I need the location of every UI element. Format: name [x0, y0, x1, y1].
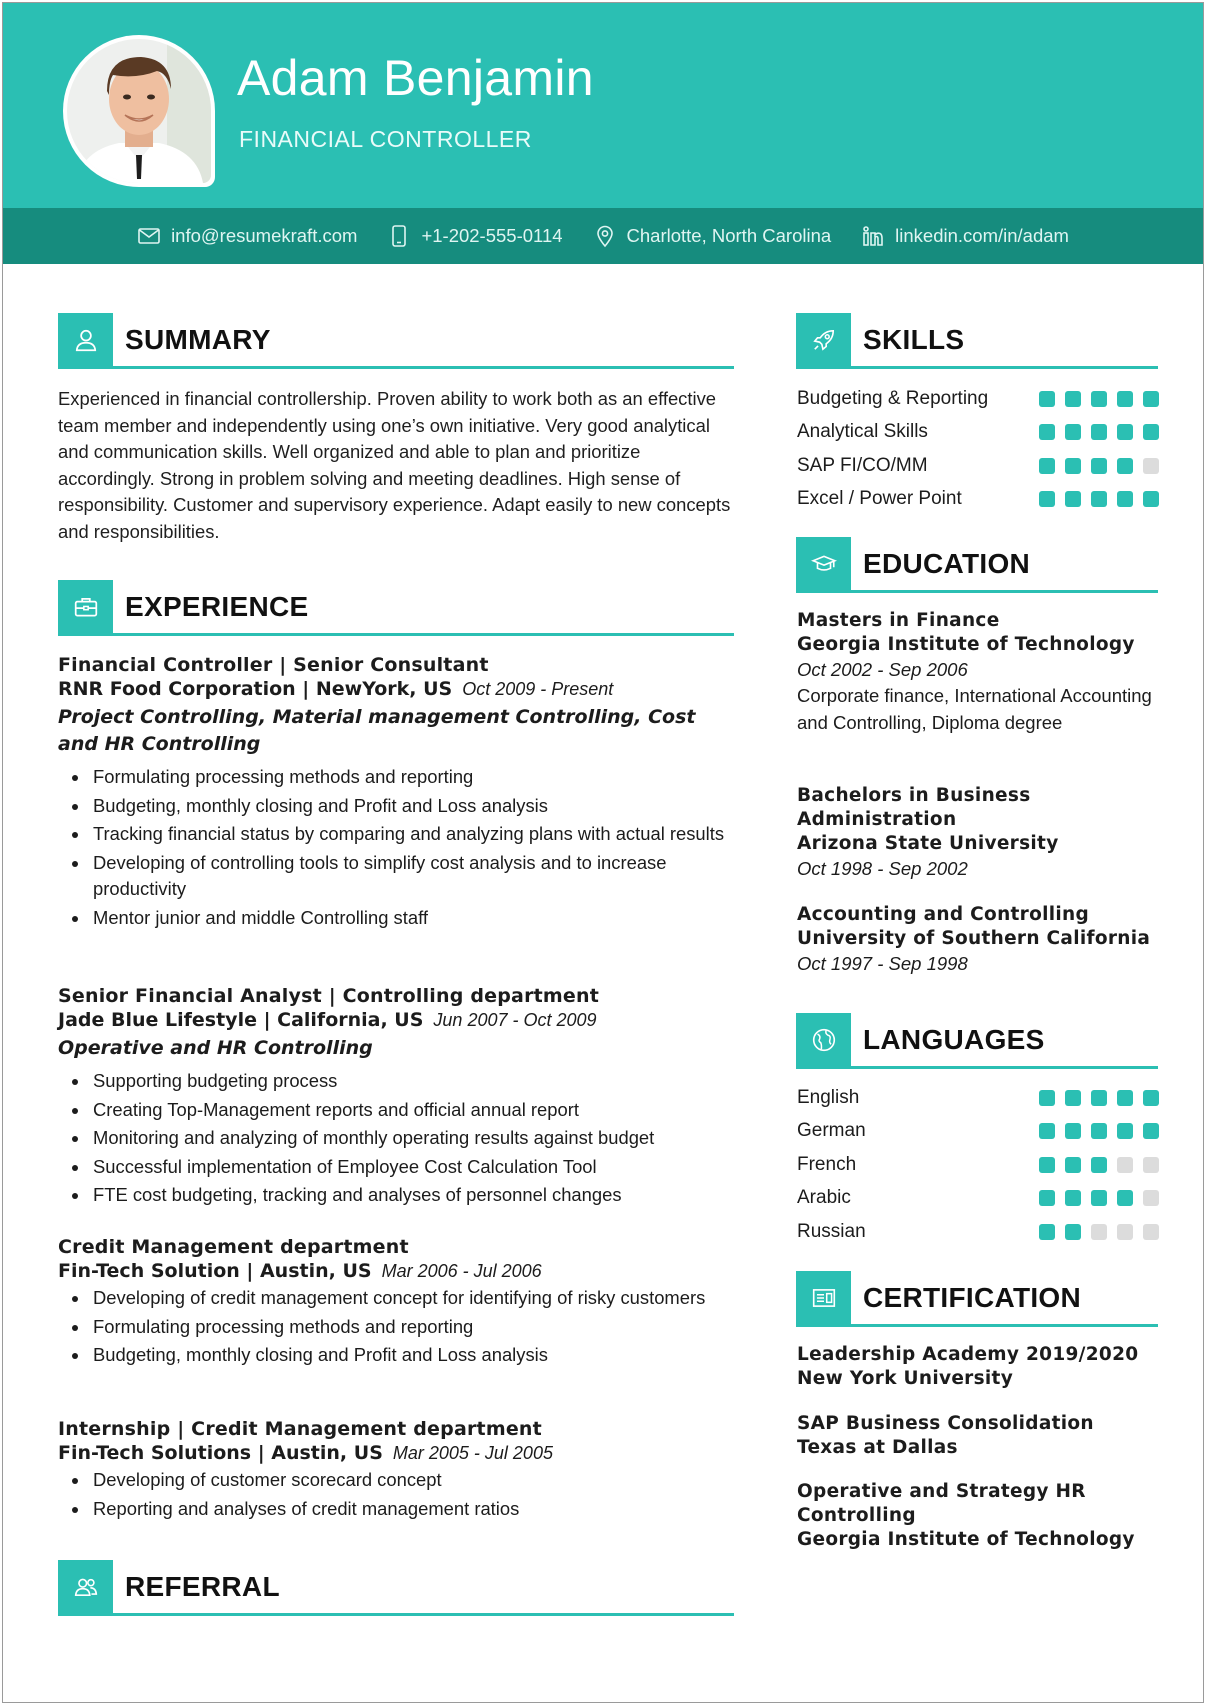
linkedin-icon [861, 224, 885, 248]
candidate-name: Adam Benjamin [237, 50, 594, 106]
skill-row: Budgeting & Reporting [797, 382, 1159, 416]
profile-photo [63, 35, 215, 187]
cert-name: SAP Business Consolidation [797, 1413, 1094, 1434]
job-title: Financial Controller | Senior Consultant [58, 654, 489, 676]
skill-rating [1039, 424, 1159, 440]
avatar [67, 39, 211, 183]
rating-dot [1143, 491, 1159, 507]
rating-dot [1117, 1090, 1133, 1106]
language-rating [1039, 1157, 1159, 1173]
rating-dot [1091, 1224, 1107, 1240]
rating-dot [1117, 1123, 1133, 1139]
cert-org: Texas at Dallas [797, 1437, 958, 1458]
rating-dot [1039, 1224, 1055, 1240]
rating-dot [1143, 1157, 1159, 1173]
rating-dot [1143, 1224, 1159, 1240]
edu-school: University of Southern California [797, 928, 1151, 949]
rating-dot [1117, 491, 1133, 507]
job-bullets [58, 1285, 738, 1369]
summary-text: Experienced in financial controllership. Proven ability to work both as an effective team member and independently using one’s own initiative. Very good analytical and communication skills. Well organized and able to plan and prioritize accordingly. Strong in problem solving and meeting deadlines. High sense of responsibility. Customer and supervisory experience. Adapt easily to new concepts and responsibilities. [58, 388, 731, 542]
rating-dot [1143, 391, 1159, 407]
certification-item-3 [797, 1480, 1159, 1552]
rating-dot [1091, 1190, 1107, 1206]
rating-dot [1039, 1123, 1055, 1139]
rating-dot [1143, 1090, 1159, 1106]
skills-heading [796, 313, 1158, 369]
job-2 [58, 984, 738, 1211]
rating-dot [1065, 1190, 1081, 1206]
rating-dot [1065, 1157, 1081, 1173]
briefcase-icon [73, 594, 99, 620]
job-date: Jun 2007 - Oct 2009 [433, 1010, 597, 1030]
job-date: Mar 2006 - Jul 2006 [381, 1261, 542, 1281]
list-item: Formulating processing methods and reporting [58, 1314, 738, 1341]
job-company: RNR Food Corporation | NewYork, US Oct 2009 - Present [58, 678, 614, 700]
header [3, 3, 1203, 208]
rating-dot [1039, 491, 1055, 507]
email-text: info@resumekraft.com [171, 225, 358, 246]
job-title: Internship | Credit Management department [58, 1418, 542, 1440]
rating-dot [1091, 1157, 1107, 1173]
job-4 [58, 1417, 738, 1524]
list-item: Monitoring and analyzing of monthly operating results against budget [58, 1125, 738, 1152]
list-item: Supporting budgeting process [58, 1068, 738, 1095]
language-row: English [797, 1081, 1159, 1115]
certification-title: CERTIFICATION [863, 1281, 1082, 1313]
contact-phone[interactable] [387, 224, 562, 248]
users-icon [73, 1574, 99, 1600]
summary-icon-box [58, 313, 113, 366]
skill-row: Excel / Power Point [797, 483, 1159, 517]
rating-dot [1039, 391, 1055, 407]
job-company: Fin-Tech Solution | Austin, US Mar 2006 - Jul 2006 [58, 1260, 542, 1282]
rating-dot [1065, 458, 1081, 474]
referral-icon-box [58, 1560, 113, 1613]
job-1 [58, 653, 738, 933]
certification-heading [796, 1271, 1158, 1327]
referral-title: REFERRAL [125, 1570, 280, 1602]
education-icon-box [796, 537, 851, 590]
job-title: Credit Management department [58, 1236, 409, 1258]
cert-name: Operative and Strategy HR Controlling [797, 1481, 1086, 1526]
rating-dot [1065, 491, 1081, 507]
rating-dot [1039, 1090, 1055, 1106]
mail-icon [137, 224, 161, 248]
experience-title: EXPERIENCE [125, 590, 309, 622]
edu-date: Oct 2002 - Sep 2006 [797, 659, 968, 680]
job-bullets [58, 1068, 738, 1209]
skills-icon-box [796, 313, 851, 366]
phone-text: +1-202-555-0114 [421, 225, 563, 246]
job-company: Jade Blue Lifestyle | California, US Jun 2007 - Oct 2009 [58, 1009, 597, 1031]
globe-icon [811, 1027, 837, 1053]
summary-title: SUMMARY [125, 323, 271, 355]
list-item: Reporting and analyses of credit management ratios [58, 1496, 738, 1523]
cert-org: Georgia Institute of Technology [797, 1529, 1135, 1550]
certification-item-2 [797, 1412, 1159, 1460]
rocket-icon [811, 327, 837, 353]
contact-bar [3, 208, 1203, 264]
resume-page [2, 2, 1204, 1703]
job-bullets [58, 1467, 738, 1522]
languages-list [797, 1081, 1159, 1249]
certificate-icon [811, 1285, 837, 1311]
languages-icon-box [796, 1013, 851, 1066]
edu-degree: Bachelors in Business Administration [797, 785, 1031, 830]
edu-desc: Corporate finance, International Accounting and Controlling, Diploma degree [797, 685, 1152, 733]
job-focus: Operative and HR Controlling [58, 1037, 373, 1059]
rating-dot [1143, 458, 1159, 474]
rating-dot [1091, 491, 1107, 507]
skills-list [797, 382, 1159, 516]
education-heading [796, 537, 1158, 593]
list-item: Developing of controlling tools to simplify cost analysis and to increase productivity [58, 850, 738, 903]
language-row: Russian [797, 1215, 1159, 1249]
rating-dot [1091, 1123, 1107, 1139]
job-date: Oct 2009 - Present [462, 679, 614, 699]
edu-school: Arizona State University [797, 833, 1059, 854]
education-title: EDUCATION [863, 547, 1031, 579]
skill-row: SAP FI/CO/MM [797, 449, 1159, 483]
skill-rating [1039, 458, 1159, 474]
language-row: German [797, 1115, 1159, 1149]
rating-dot [1117, 1157, 1133, 1173]
language-rating [1039, 1090, 1159, 1106]
cert-name: Leadership Academy 2019/2020 [797, 1344, 1139, 1365]
rating-dot [1039, 1190, 1055, 1206]
rating-dot [1117, 1224, 1133, 1240]
education-item-1 [797, 609, 1159, 736]
skill-rating [1039, 491, 1159, 507]
job-date: Mar 2005 - Jul 2005 [392, 1443, 553, 1463]
language-row: Arabic [797, 1182, 1159, 1216]
experience-heading [58, 580, 734, 636]
edu-school: Georgia Institute of Technology [797, 634, 1135, 655]
list-item: Developing of customer scorecard concept [58, 1467, 738, 1494]
list-item: Formulating processing methods and reporting [58, 764, 738, 791]
list-item: Budgeting, monthly closing and Profit and Loss analysis [58, 1342, 738, 1369]
rating-dot [1039, 1157, 1055, 1173]
graduation-cap-icon [811, 551, 837, 577]
rating-dot [1143, 1190, 1159, 1206]
referral-heading [58, 1560, 734, 1616]
rating-dot [1117, 1190, 1133, 1206]
candidate-role: FINANCIAL CONTROLLER [239, 126, 532, 152]
languages-heading [796, 1013, 1158, 1069]
location-icon [593, 224, 617, 248]
education-item-3 [797, 903, 1159, 977]
language-row: French [797, 1148, 1159, 1182]
language-rating [1039, 1123, 1159, 1139]
rating-dot [1143, 424, 1159, 440]
linkedin-text: linkedin.com/in/adam [895, 225, 1069, 246]
rating-dot [1143, 1123, 1159, 1139]
cert-org: New York University [797, 1368, 1014, 1389]
rating-dot [1117, 424, 1133, 440]
edu-degree: Accounting and Controlling [797, 904, 1090, 925]
skills-title: SKILLS [863, 323, 965, 355]
rating-dot [1039, 458, 1055, 474]
list-item: Tracking financial status by comparing and analyzing plans with actual results [58, 821, 738, 848]
job-company: Fin-Tech Solutions | Austin, US Mar 2005 - Jul 2005 [58, 1442, 553, 1464]
rating-dot [1091, 391, 1107, 407]
rating-dot [1091, 458, 1107, 474]
phone-icon [387, 224, 411, 248]
edu-date: Oct 1998 - Sep 2002 [797, 858, 968, 879]
rating-dot [1091, 1090, 1107, 1106]
job-title: Senior Financial Analyst | Controlling department [58, 985, 600, 1007]
summary-heading [58, 313, 734, 369]
certification-item-1 [797, 1343, 1159, 1391]
location-text: Charlotte, North Carolina [626, 225, 832, 246]
contact-location [593, 224, 832, 248]
contact-linkedin[interactable] [861, 224, 1069, 248]
rating-dot [1065, 1224, 1081, 1240]
list-item: Budgeting, monthly closing and Profit and Loss analysis [58, 793, 738, 820]
list-item: Creating Top-Management reports and official annual report [58, 1097, 738, 1124]
job-focus: Project Controlling, Material management Controlling, Cost and HR Controlling [58, 706, 696, 755]
rating-dot [1039, 424, 1055, 440]
rating-dot [1065, 1090, 1081, 1106]
list-item: Mentor junior and middle Controlling staff [58, 905, 738, 932]
user-icon [73, 327, 99, 353]
contact-email[interactable] [137, 224, 357, 248]
skill-row: Analytical Skills [797, 416, 1159, 450]
list-item: Developing of credit management concept for identifying of risky customers [58, 1285, 738, 1312]
education-item-2 [797, 784, 1159, 882]
edu-degree: Masters in Finance [797, 610, 1000, 631]
rating-dot [1117, 391, 1133, 407]
list-item: Successful implementation of Employee Cost Calculation Tool [58, 1154, 738, 1181]
rating-dot [1091, 424, 1107, 440]
rating-dot [1065, 391, 1081, 407]
certification-icon-box [796, 1271, 851, 1324]
language-rating [1039, 1190, 1159, 1206]
rating-dot [1117, 458, 1133, 474]
rating-dot [1065, 1123, 1081, 1139]
edu-date: Oct 1997 - Sep 1998 [797, 953, 968, 974]
skill-rating [1039, 391, 1159, 407]
job-bullets [58, 764, 738, 931]
experience-icon-box [58, 580, 113, 633]
list-item: FTE cost budgeting, tracking and analyses of personnel changes [58, 1182, 738, 1209]
rating-dot [1065, 424, 1081, 440]
languages-title: LANGUAGES [863, 1023, 1045, 1055]
language-rating [1039, 1224, 1159, 1240]
job-3 [58, 1235, 738, 1371]
